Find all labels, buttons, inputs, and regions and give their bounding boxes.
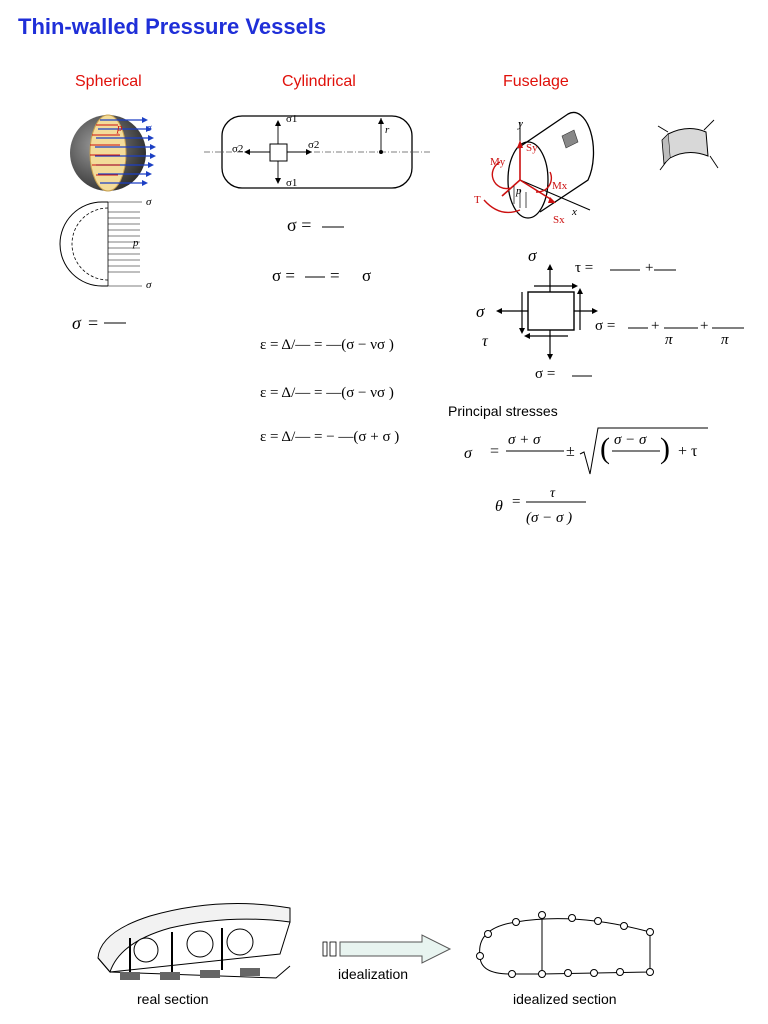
svg-text:(: (	[600, 432, 610, 465]
principal-stresses-label: Principal stresses	[448, 403, 558, 419]
fuselage-Sy: Sy	[526, 142, 538, 154]
heading-fuselage: Fuselage	[503, 73, 569, 90]
cyl-hoop-fraction-bar	[322, 226, 346, 228]
fuselage-sigma-fractions	[628, 327, 748, 329]
page-title: Thin-walled Pressure Vessels	[18, 14, 327, 39]
cyl-axial-eq-c: σ	[362, 266, 372, 285]
fuselage-T: T	[474, 194, 481, 206]
stress-element-figure	[490, 262, 600, 362]
fuselage-pi-1: π	[665, 332, 673, 348]
fuselage-My: My	[490, 156, 506, 168]
idealization-label: idealization	[338, 966, 409, 982]
idealization-arrow	[322, 933, 454, 967]
hemisphere-sigma-top: σ	[146, 196, 152, 208]
fuselage-tau-eq: τ =	[575, 260, 594, 276]
svg-text:+ τ: + τ	[678, 443, 698, 460]
idealized-section-figure	[466, 908, 666, 994]
hemisphere-p-label: p	[133, 237, 139, 249]
fuselage-y-axis: y	[518, 118, 523, 130]
theta-formula	[512, 486, 592, 530]
stress-tau-bottom: τ	[482, 333, 488, 350]
cyl-sigma1-bottom: σ1	[286, 177, 298, 189]
svg-text:τ: τ	[550, 486, 556, 501]
sphere-p-label: p	[117, 122, 123, 134]
svg-text:(σ − σ ): (σ − σ )	[526, 510, 573, 526]
real-section-label: real section	[137, 991, 209, 1007]
svg-text:=: =	[512, 494, 521, 510]
fuselage-hoop-eq: σ =	[535, 366, 556, 382]
theta-lhs: θ	[495, 498, 503, 515]
svg-text:σ − σ: σ − σ	[614, 432, 647, 448]
sphere-fraction-bar	[104, 322, 128, 324]
cyl-strain-radial: ε = Δ/— = − —(σ + σ )	[260, 429, 400, 445]
hemisphere-sigma-bottom: σ	[146, 279, 152, 291]
principal-formula	[490, 424, 720, 484]
stress-sigma-top: σ	[528, 246, 537, 265]
svg-text:=: =	[490, 443, 500, 460]
cyl-axial-eq-a: σ =	[272, 266, 296, 285]
heading-spherical: Spherical	[75, 73, 142, 90]
cyl-hoop-eq: σ =	[287, 215, 312, 235]
svg-text:σ + σ: σ + σ	[508, 432, 541, 448]
cyl-axial-fraction-bar	[305, 276, 329, 278]
fuselage-tau-plus: +	[645, 260, 654, 276]
fuselage-hoop-fraction	[572, 375, 596, 377]
heading-cylindrical: Cylindrical	[282, 73, 356, 90]
fuselage-Mx: Mx	[552, 180, 568, 192]
sphere-formula-lhs: σ	[72, 313, 81, 333]
principal-lhs: σ	[464, 445, 472, 462]
fuselage-x-axis: x	[572, 206, 577, 218]
fuselage-sigma-plus2: +	[700, 318, 709, 334]
shell-element-figure	[648, 110, 728, 182]
real-section-figure	[90, 892, 300, 992]
fuselage-Sx: Sx	[553, 214, 565, 226]
sphere-formula-eq: =	[88, 313, 99, 333]
sphere-figure	[68, 105, 158, 205]
sphere-sigma-label: σ	[146, 122, 152, 134]
fuselage-pi-2: π	[721, 332, 729, 348]
fuselage-sigma-eq: σ =	[595, 318, 616, 334]
cyl-axial-eq-b: =	[330, 266, 340, 285]
cyl-strain-hoop: ε = Δ/— = —(σ − νσ )	[260, 337, 394, 353]
fuselage-p: p	[516, 185, 522, 197]
cyl-sigma2-right: σ2	[308, 139, 320, 151]
svg-text:): )	[660, 432, 670, 465]
stress-sigma-left: σ	[476, 302, 485, 321]
cyl-sigma1-top: σ1	[286, 113, 298, 125]
cyl-strain-axial: ε = Δ/— = —(σ − νσ )	[260, 385, 394, 401]
fuselage-sigma-plus1: +	[651, 318, 660, 334]
svg-text:±: ±	[566, 443, 575, 460]
cyl-sigma2-left: σ2	[232, 143, 244, 155]
idealized-section-label: idealized section	[513, 991, 617, 1007]
cyl-r-label: r	[385, 124, 390, 136]
